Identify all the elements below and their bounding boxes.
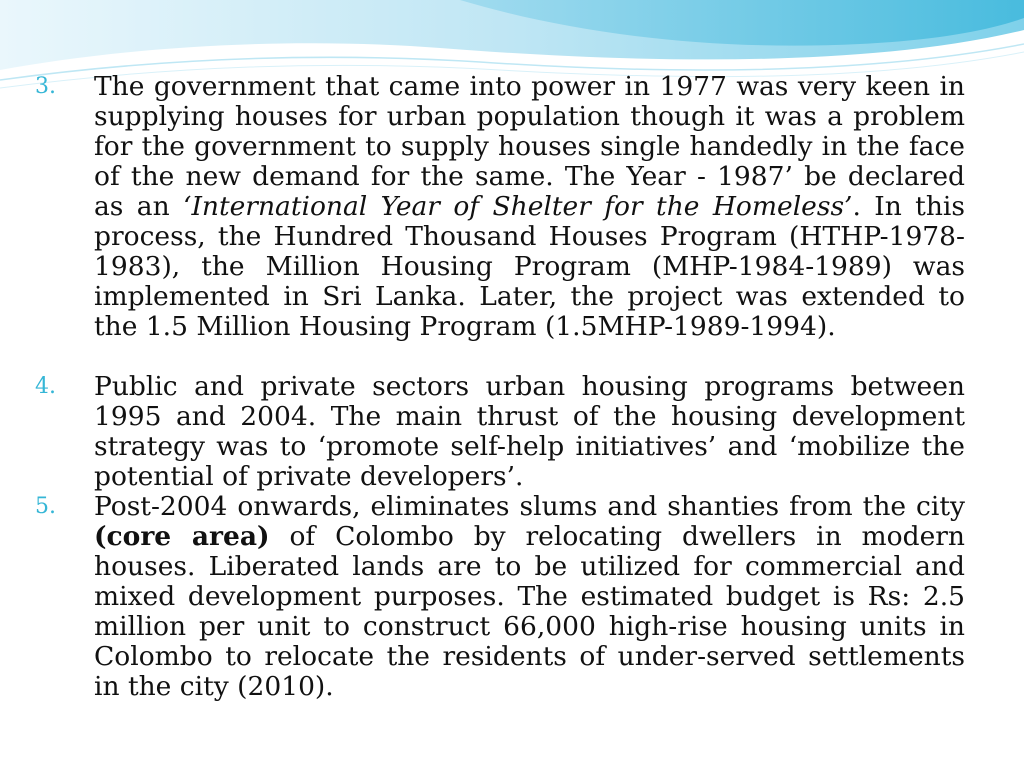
item-text bbox=[94, 492, 965, 702]
item-text-part: Post-2004 onwards, eliminates slums and shanties from the city bbox=[94, 491, 965, 522]
item-number: 5. bbox=[35, 494, 56, 519]
item-text-part: . In this process, the Hundred Thousand Houses Program (HTHP-1978-1983), the Million Housing Program (MHP-1984-1989) was implemented in Sri Lanka. Later, the project was extended to the 1.5 Million Housing Program (1.5MHP-1989-1994). bbox=[94, 191, 965, 342]
item-text-italic: ‘International Year of Shelter for the Homeless’ bbox=[183, 191, 853, 222]
item-text-part: The government that came into power in 1977 was very keen in supplying houses for urban population though it was a problem for the government to supply houses single handedly in the face of the new demand for the same. The Year - 1987’ be declared as an bbox=[94, 71, 965, 222]
item-number: 4. bbox=[35, 374, 56, 399]
item-text bbox=[94, 72, 965, 342]
list-item-5 bbox=[30, 492, 965, 702]
list-item-3 bbox=[30, 72, 965, 342]
item-text-part: of Colombo by relocating dwellers in modern houses. Liberated lands are to be utilized for commercial and mixed development purposes. The estimated budget is Rs: 2.5 million per unit to construct 66,000 high-rise housing units in Colombo to relocate the residents of under-served settlements in the city (2010). bbox=[94, 521, 965, 702]
item-number: 3. bbox=[35, 74, 56, 99]
content-list bbox=[30, 72, 965, 702]
list-item-4 bbox=[30, 372, 965, 492]
item-text-bold: (core area) bbox=[94, 521, 270, 552]
item-text: Public and private sectors urban housing programs between 1995 and 2004. The main thrust of the housing development strategy was to ‘promote self-help initiatives’ and ‘mobilize the potential of private developers’. bbox=[94, 371, 965, 492]
